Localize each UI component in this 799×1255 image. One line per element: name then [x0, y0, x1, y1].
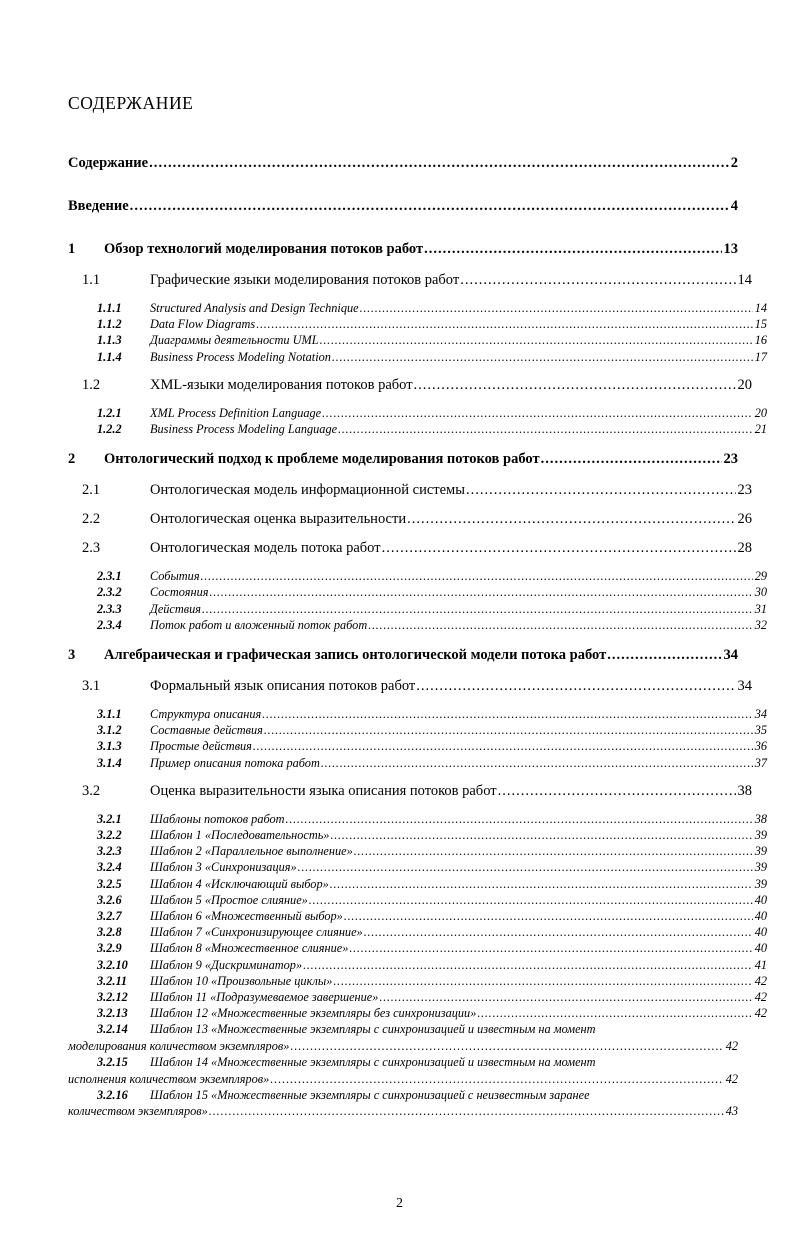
- toc-entry-number: 3.2.1: [97, 811, 122, 826]
- toc-entry-number: 2.3.2: [97, 585, 122, 600]
- toc-entry-level-3[interactable]: [68, 300, 767, 316]
- toc-entry-label: Шаблон 7 «Синхронизирующее слияние»: [150, 925, 363, 940]
- toc-entry-label: Формальный язык описания потоков работ: [150, 678, 416, 695]
- dot-leader: [298, 859, 753, 875]
- toc-entry-label: Шаблон 8 «Множественное слияние»: [150, 941, 349, 956]
- toc-entry-number: 2.3: [82, 540, 101, 557]
- toc-entry-label: Шаблон 9 «Дискриминатор»: [150, 957, 303, 972]
- dot-leader: [460, 271, 735, 289]
- toc-entry-page: 40: [754, 925, 767, 940]
- toc-entry-page: 35: [754, 723, 767, 738]
- toc-entry-page: 40: [754, 941, 767, 956]
- toc-entry-level-3[interactable]: [68, 584, 767, 600]
- toc-entry-number: 3.2.16: [97, 1087, 128, 1102]
- toc-entry-level-3[interactable]: [68, 1005, 767, 1021]
- toc-entry-page: 31: [754, 601, 767, 616]
- toc-entry-page: 17: [754, 349, 767, 364]
- dot-leader: [424, 240, 721, 258]
- dot-leader: [309, 892, 753, 908]
- dot-leader: [379, 989, 752, 1005]
- toc-entry-number: 3.2.6: [97, 892, 122, 907]
- toc-entry-page: 14: [737, 272, 752, 288]
- dot-leader: [253, 738, 753, 754]
- dot-leader: [541, 450, 722, 468]
- page-number-footer: 2: [396, 1196, 403, 1211]
- toc-entry-label: Data Flow Diagrams: [150, 317, 256, 332]
- toc-entry-page: 42: [754, 1006, 767, 1021]
- dot-leader: [303, 957, 753, 973]
- dot-leader: [466, 481, 736, 499]
- toc-entry-level-3[interactable]: [68, 738, 767, 754]
- toc-entry-number: 1.1.2: [97, 317, 122, 332]
- toc-entry-page: 21: [754, 422, 767, 437]
- toc-entry-label: Пример описания потока работ: [150, 755, 320, 770]
- toc-entry-label: Алгебраическая и графическая запись онтологической модели потока работ: [104, 647, 607, 664]
- toc-entry-page: 26: [737, 511, 752, 528]
- toc-entry-label: Содержание: [68, 155, 149, 171]
- toc-entry-page: 39: [754, 844, 767, 859]
- toc-entry-level-2[interactable]: [68, 376, 752, 394]
- toc-entry-label: Действия: [150, 601, 201, 616]
- toc-entry-page: 38: [754, 811, 767, 826]
- toc-entry-wrapped[interactable]: [68, 1087, 738, 1120]
- toc-entry-page: 15: [754, 317, 767, 332]
- dot-leader: [407, 510, 735, 528]
- toc-entry-label: XML-языки моделирования потоков работ: [150, 376, 413, 393]
- toc-entry-level-3[interactable]: [68, 706, 767, 722]
- toc-entry-page: 39: [754, 860, 767, 875]
- toc-entry-label: Структура описания: [150, 707, 262, 722]
- toc-entry-level-3[interactable]: [68, 859, 767, 875]
- dot-leader: [320, 332, 753, 348]
- toc-entry-number: 3.2.7: [97, 909, 122, 924]
- toc-entry-level-1[interactable]: [68, 240, 738, 258]
- toc-entry-label: Шаблон 12 «Множественные экземпляры без синхронизации»: [150, 1006, 477, 1021]
- toc-entry-label: Шаблон 10 «Произвольные циклы»: [150, 973, 333, 988]
- toc-entry-page: 20: [737, 376, 752, 393]
- toc-entry-level-2[interactable]: [68, 510, 752, 528]
- toc-subsection-group: [68, 811, 767, 1119]
- toc-entry-page: 28: [737, 540, 752, 557]
- toc-entry-label: Простые действия: [150, 739, 252, 754]
- toc-entry-number: 3.2.2: [97, 828, 122, 843]
- toc-entry-number: 3.2.12: [97, 990, 128, 1005]
- dot-leader: [477, 1005, 752, 1021]
- toc-entry-level-3[interactable]: [68, 843, 767, 859]
- toc-entry-level-3[interactable]: [68, 989, 767, 1005]
- toc-entry-page: 42: [754, 990, 767, 1005]
- dot-leader: [364, 924, 753, 940]
- toc-entry-label: Введение: [68, 198, 129, 214]
- toc-entry-page: 30: [754, 585, 767, 600]
- toc-entry-front[interactable]: [68, 154, 738, 172]
- toc-entry-level-3[interactable]: [68, 722, 767, 738]
- toc-entry-number: 2.3.1: [97, 569, 122, 584]
- toc-entry-level-3[interactable]: [68, 755, 767, 771]
- toc-entry-level-3[interactable]: [68, 876, 767, 892]
- dot-leader: [607, 646, 721, 664]
- toc-entry-level-3[interactable]: [68, 892, 767, 908]
- toc-entry-label-continued: моделирования количеством экземпляров»: [68, 1039, 290, 1054]
- dot-leader: [338, 421, 753, 437]
- toc-entry-number: 2: [68, 451, 76, 468]
- toc-entry-page: 23: [737, 482, 752, 499]
- toc-entry-label: Онтологическая модель потока работ: [150, 540, 381, 557]
- toc-entry-page: 42: [725, 1039, 738, 1054]
- toc-entry-level-3[interactable]: [68, 924, 767, 940]
- toc-entry-line-first: [68, 1021, 738, 1038]
- toc-entry-level-3[interactable]: [68, 568, 767, 584]
- toc-entry-number: 3.2.14: [97, 1022, 128, 1037]
- toc-entry-list: [68, 240, 767, 1119]
- toc-entry-label: События: [150, 569, 200, 584]
- toc-subsection-group: [68, 300, 767, 365]
- toc-entry-label: Шаблон 13 «Множественные экземпляры с синхронизацией и известным на момент: [150, 1022, 596, 1037]
- toc-subsection-group: [68, 706, 767, 771]
- toc-entry-label: Графические языки моделирования потоков работ: [150, 272, 460, 288]
- toc-entry-label: Состояния: [150, 585, 209, 600]
- toc-entry-label: Шаблон 5 «Простое слияние»: [150, 892, 308, 907]
- toc-entry-label: Structured Analysis and Design Technique: [150, 301, 359, 315]
- dot-leader: [382, 539, 736, 557]
- toc-entry-number: 3.1.1: [97, 707, 122, 722]
- toc-entry-level-3[interactable]: [68, 349, 767, 365]
- toc-entry-page: 43: [725, 1104, 738, 1119]
- toc-entry-level-3[interactable]: [68, 617, 767, 633]
- dot-leader: [270, 1071, 723, 1087]
- toc-entry-wrapped[interactable]: [68, 1054, 738, 1087]
- dot-leader: [360, 300, 753, 316]
- toc-entry-label: Шаблон 6 «Множественный выбор»: [150, 909, 343, 924]
- toc-entry-level-1[interactable]: [68, 646, 738, 664]
- toc-entry-front[interactable]: [68, 197, 738, 215]
- toc-entry-number: 2.3.3: [97, 601, 122, 616]
- toc-entry-number: 3.2: [82, 782, 101, 799]
- toc-entry-number: 1.2.1: [97, 405, 122, 420]
- toc-entry-page: 20: [754, 405, 767, 420]
- toc-entry-level-2[interactable]: [68, 481, 752, 499]
- toc-entry-label: Онтологическая оценка выразительности: [150, 511, 407, 528]
- toc-entry-page: 34: [723, 647, 738, 664]
- toc-entry-number: 3.1.3: [97, 739, 122, 754]
- toc-entry-page: 14: [754, 301, 767, 315]
- toc-entry-number: 1.1.4: [97, 349, 122, 364]
- toc-entry-number: 3.1.2: [97, 723, 122, 738]
- toc-entry-number: 1.1.1: [97, 301, 122, 315]
- dot-leader: [333, 973, 752, 989]
- toc-entry-page: 36: [754, 739, 767, 754]
- toc-entry-label-continued: исполнения количеством экземпляров»: [68, 1071, 270, 1086]
- toc-entry-label: Шаблон 4 «Исключающий выбор»: [150, 876, 329, 891]
- toc-entry-label: Шаблон 14 «Множественные экземпляры с синхронизацией и известным на момент: [150, 1055, 596, 1070]
- toc-entry-label: Шаблон 1 «Последовательность»: [150, 828, 330, 843]
- toc-entry-level-3[interactable]: [68, 332, 767, 348]
- toc-entry-number: 1: [68, 241, 76, 257]
- toc-entry-page: 40: [754, 909, 767, 924]
- toc-entry-line-second: [68, 1103, 738, 1119]
- dot-leader: [349, 940, 752, 956]
- toc-entry-page: 16: [754, 333, 767, 348]
- toc-entry-label: Шаблон 2 «Параллельное выполнение»: [150, 844, 353, 859]
- toc-entry-page: 34: [754, 707, 767, 722]
- toc-entry-label: Составные действия: [150, 723, 263, 738]
- dot-leader: [149, 154, 729, 172]
- toc-entry-page: 13: [723, 241, 738, 257]
- toc-entry-number: 3.2.13: [97, 1006, 128, 1021]
- dot-leader: [354, 843, 753, 859]
- toc-entry-number: 2.3.4: [97, 617, 122, 632]
- toc-entry-level-3[interactable]: [68, 973, 767, 989]
- toc-entry-number: 1.1: [82, 272, 101, 288]
- toc-entry-line-second: [68, 1038, 738, 1054]
- toc-entry-label: Шаблон 15 «Множественные экземпляры с синхронизацией с неизвестным заранее: [150, 1087, 590, 1102]
- toc-entry-label: Онтологический подход к проблеме моделирования потоков работ: [104, 451, 540, 468]
- page-title: СОДЕРЖАНИЕ: [68, 93, 194, 113]
- toc-entry-line-first: [68, 1054, 738, 1071]
- dot-leader: [344, 908, 753, 924]
- toc-entry-label: Business Process Modeling Notation: [150, 349, 331, 364]
- toc-entry-label: XML Process Definition Language: [150, 405, 322, 420]
- toc-entry-wrapped[interactable]: [68, 1021, 738, 1054]
- dot-leader: [256, 316, 752, 332]
- toc-entry-number: 3.2.15: [97, 1055, 128, 1070]
- toc-entry-page: 39: [754, 828, 767, 843]
- toc-entry-number: 1.2.2: [97, 422, 122, 437]
- toc-content: [68, 92, 767, 1123]
- toc-entry-level-3[interactable]: [68, 405, 767, 421]
- toc-entry-number: 3.2.9: [97, 941, 122, 956]
- toc-entry-level-1[interactable]: [68, 450, 738, 468]
- toc-entry-page: 2: [730, 155, 738, 171]
- toc-entry-level-3[interactable]: [68, 811, 767, 827]
- toc-entry-number: 3.2.11: [97, 973, 128, 988]
- toc-entry-level-2[interactable]: [68, 539, 752, 557]
- toc-entry-level-3[interactable]: [68, 421, 767, 437]
- toc-entry-label: Онтологическая модель информационной системы: [150, 482, 465, 499]
- toc-entry-label: Business Process Modeling Language: [150, 422, 338, 437]
- toc-entry-number: 3.1: [82, 678, 101, 695]
- toc-entry-page: 39: [754, 876, 767, 891]
- toc-entry-label: Шаблоны потоков работ: [150, 811, 285, 826]
- dot-leader: [130, 197, 729, 215]
- toc-entry-page: 40: [754, 892, 767, 907]
- dot-leader: [416, 677, 735, 695]
- toc-entry-label: Оценка выразительности языка описания потоков работ: [150, 782, 497, 799]
- toc-entry-label: Шаблон 3 «Синхронизация»: [150, 860, 297, 875]
- dot-leader: [414, 376, 736, 394]
- toc-entry-label: Шаблон 11 «Подразумеваемое завершение»: [150, 990, 379, 1005]
- dot-leader: [209, 1103, 724, 1119]
- dot-leader: [264, 722, 753, 738]
- dot-leader: [286, 811, 753, 827]
- toc-entry-page: 32: [754, 617, 767, 632]
- toc-entry-page: 23: [723, 451, 738, 468]
- toc-entry-number: 3.2.10: [97, 957, 128, 972]
- toc-subsection-group: [68, 405, 767, 437]
- toc-entry-label: Обзор технологий моделирования потоков работ: [104, 241, 424, 257]
- toc-entry-number: 3.1.4: [97, 755, 122, 770]
- dot-leader: [322, 405, 753, 421]
- dot-leader: [202, 601, 753, 617]
- toc-entry-level-3[interactable]: [68, 908, 767, 924]
- dot-leader: [330, 827, 752, 843]
- dot-leader: [368, 617, 752, 633]
- toc-entry-number: 3.2.5: [97, 876, 122, 891]
- toc-entry-level-3[interactable]: [68, 316, 767, 332]
- toc-entry-label: Поток работ и вложенный поток работ: [150, 617, 368, 632]
- toc-entry-number: 2.1: [82, 482, 101, 499]
- toc-entry-page: 41: [754, 957, 767, 972]
- toc-entry-label-continued: количеством экземпляров»: [68, 1104, 208, 1119]
- dot-leader: [321, 755, 753, 771]
- dot-leader: [330, 876, 753, 892]
- toc-entry-level-2[interactable]: [68, 782, 752, 800]
- toc-entry-level-3[interactable]: [68, 827, 767, 843]
- toc-entry-page: 29: [754, 569, 767, 584]
- toc-entry-page: 4: [730, 198, 738, 214]
- toc-entry-level-3[interactable]: [68, 957, 767, 973]
- toc-entry-line-second: [68, 1071, 738, 1087]
- toc-entry-level-3[interactable]: [68, 940, 767, 956]
- toc-entry-page: 34: [737, 678, 752, 695]
- toc-entry-number: 3: [68, 647, 76, 664]
- dot-leader: [332, 349, 753, 365]
- dot-leader: [498, 782, 736, 800]
- dot-leader: [201, 568, 753, 584]
- dot-leader: [290, 1038, 723, 1054]
- toc-entry-line-first: [68, 1087, 738, 1104]
- toc-subsection-group: [68, 568, 767, 633]
- toc-entry-number: 1.2: [82, 376, 101, 393]
- dot-leader: [209, 584, 752, 600]
- toc-entry-page: 37: [754, 755, 767, 770]
- toc-entry-number: 1.1.3: [97, 333, 122, 348]
- toc-entry-level-3[interactable]: [68, 601, 767, 617]
- toc-entry-page: 38: [737, 782, 752, 799]
- toc-entry-label: Диаграммы деятельности UML: [150, 333, 319, 348]
- toc-entry-number: 2.2: [82, 511, 101, 528]
- toc-entry-number: 3.2.4: [97, 860, 122, 875]
- toc-entry-number: 3.2.3: [97, 844, 122, 859]
- toc-entry-page: 42: [754, 973, 767, 988]
- toc-entry-level-2[interactable]: [68, 677, 752, 695]
- toc-entry-page: 42: [725, 1071, 738, 1086]
- toc-entry-number: 3.2.8: [97, 925, 122, 940]
- toc-front-matter: [68, 154, 738, 215]
- toc-entry-level-2[interactable]: [68, 271, 752, 289]
- dot-leader: [262, 706, 752, 722]
